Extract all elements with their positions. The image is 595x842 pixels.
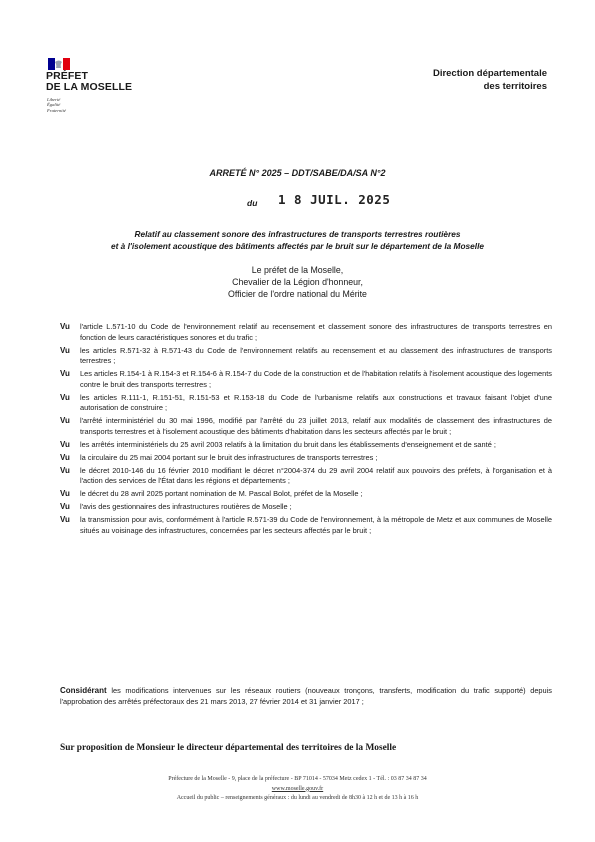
vu-mark: Vu: [60, 369, 70, 378]
footer-website-link[interactable]: www.moselle.gouv.fr: [271, 785, 324, 792]
vu-mark: Vu: [60, 502, 70, 511]
visa-text: l'avis des gestionnaires des infrastructures routières de Moselle ;: [80, 502, 292, 511]
visa-item: [60, 440, 552, 451]
visa-text: l'arrêté interministériel du 30 mai 1996, modifié par l'arrêté du 23 juillet 2013, relatif aux modalités de classement des infrastructures de transports terrestres et à l'isolement acoustique des bâtiments d'habitation dans les secteurs affectés par le bruit ;: [80, 416, 552, 436]
vu-mark: Vu: [60, 515, 70, 524]
footer-address: Préfecture de la Moselle - 9, place de la préfecture - BP 71014 - 57034 Metz cedex 1 - Tél. : 03 87 34 87 34: [168, 776, 427, 782]
visa-list: [60, 322, 552, 539]
direction-line-2: des territoires: [483, 80, 547, 92]
vu-mark: Vu: [60, 392, 70, 402]
prefet-title-line-1: Le préfet de la Moselle,: [251, 265, 344, 275]
visa-text: Les articles R.154-1 à R.154-3 et R.154-6 à R.154-7 du Code de la construction et de l'habitation relatifs à l'isolement acoustique des logements contre le bruit des transports terrestres ;: [80, 369, 552, 389]
visa-text: les articles R.571-32 à R.571-43 du Code de l'environnement relatifs au recensement et au classement des infrastructures de transports terrestres ;: [80, 345, 552, 365]
subject-line-1: Relatif au classement sonore des infrastructures de transports terrestres routières: [134, 229, 461, 239]
vu-mark: Vu: [60, 489, 70, 498]
considerant-paragraph: [60, 686, 552, 707]
visa-item: [60, 515, 552, 536]
considerant-label: Considérant: [60, 686, 107, 695]
arrete-subject: [0, 228, 595, 252]
logo-line-2: DE LA MOSELLE: [46, 81, 133, 93]
vu-mark: Vu: [60, 345, 70, 355]
prefet-title-line-3: Officier de l'ordre national du Mérite: [228, 289, 367, 299]
direction-heading: [433, 68, 547, 93]
visa-text: le décret 2010-146 du 16 février 2010 modifiant le décret n°2004-374 du 29 avril 2004 relatif aux pouvoirs des préfets, à l'organisation et à l'action des services de l'État dans les régions et départements ;: [80, 465, 552, 485]
direction-line-1: Direction départementale: [432, 68, 547, 79]
visa-text: le décret du 28 avril 2025 portant nomination de M. Pascal Bolot, préfet de la Moselle ;: [80, 489, 363, 498]
vu-mark: Vu: [60, 452, 70, 462]
visa-item: [60, 393, 552, 414]
prefet-logo-text: [46, 71, 132, 93]
visa-item: [60, 416, 552, 437]
visa-text: les arrêtés interministériels du 25 avril 2003 relatifs à la limitation du bruit dans les établissements d'enseignement et de santé ;: [80, 439, 496, 449]
proposition-line: Sur proposition de Monsieur le directeur départemental des territoires de la Moselle: [60, 743, 397, 753]
vu-mark: Vu: [60, 439, 70, 449]
motto-fraternite: Fraternité: [47, 107, 66, 113]
marianne-logo-icon: [48, 58, 70, 70]
visa-item: [60, 502, 552, 513]
visa-item: [60, 369, 552, 390]
visa-text: les articles R.111-1, R.151-51, R.151-53 et R.153-18 du Code de l'urbanisme relatifs aux constructions et travaux faisant l'objet d'une autorisation de construire ;: [80, 392, 552, 412]
prefet-title-line-2: Chevalier de la Légion d'honneur,: [232, 277, 363, 287]
vu-mark: Vu: [60, 416, 70, 425]
vu-mark: Vu: [60, 465, 70, 475]
visa-item: [60, 453, 552, 464]
subject-line-2: et à l'isolement acoustique des bâtiments affectés par le bruit sur le département de la Moselle: [111, 241, 484, 251]
visa-text: la circulaire du 25 mai 2004 portant sur le bruit des infrastructures de transports terrestres ;: [80, 452, 378, 462]
considerant-text: les modifications intervenues sur les réseaux routiers (nouveaux tronçons, transferts, modification du trafic supporté) depuis l'approbation des arrêtés préfectoraux des 21 mars 2013, 27 février 2014 et 31 janvier 2017 ;: [60, 686, 552, 706]
visa-item: [60, 322, 552, 343]
logo-line-1: PRÉFET: [46, 70, 89, 82]
visa-text: la transmission pour avis, conformément à l'article R.571-39 du Code de l'environnement, à la métropole de Metz et aux communes de Moselle situés au voisinage des infrastructures, concernées par les secteurs affectés par le bruit ;: [80, 515, 552, 535]
date-prefix: du: [247, 198, 258, 208]
footer-opening-hours: Accueil du public – renseignements généraux : du lundi au vendredi de 8h30 à 12 h et de 13 h à 16 h: [176, 795, 419, 801]
motto-liberte: Liberté: [47, 97, 61, 102]
visa-item: [60, 346, 552, 367]
motto-egalite: Égalité: [47, 102, 61, 108]
visa-item: [60, 489, 552, 500]
visa-text: l'article L.571-10 du Code de l'environnement relatif au recensement et classement sonore des infrastructures de transports terrestres en fonction de leurs caractéristiques sonores et du trafic ;: [80, 322, 552, 342]
republic-motto: [47, 97, 66, 113]
prefet-titles: [0, 264, 595, 300]
visa-item: [60, 466, 552, 487]
page-footer: [0, 775, 595, 804]
date-stamp: 1 8 JUIL. 2025: [278, 192, 391, 207]
arrete-number: ARRETÉ N° 2025 – DDT/SABE/DA/SA N°2: [209, 168, 386, 178]
vu-mark: Vu: [60, 322, 70, 331]
